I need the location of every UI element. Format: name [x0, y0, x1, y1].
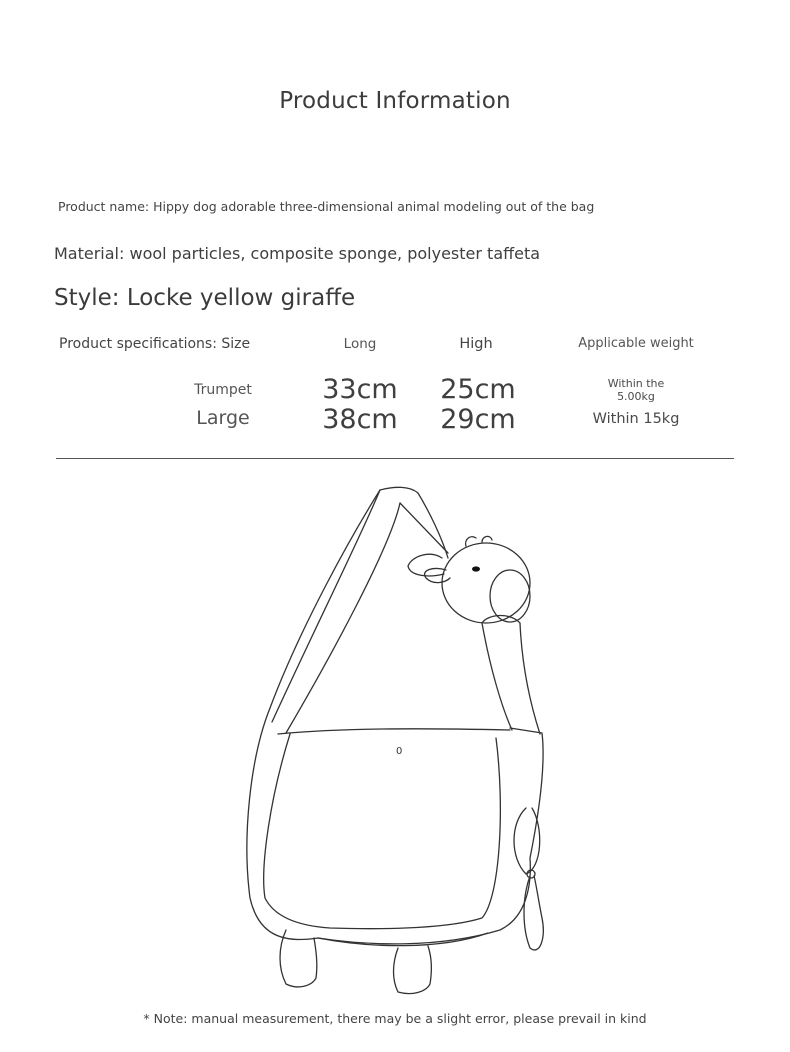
- high-value-trumpet: 25cm: [440, 374, 516, 405]
- material-text: Material: wool particles, composite sponge, polyester taffeta: [54, 244, 541, 263]
- size-name-large: Large: [196, 407, 250, 429]
- size-name-trumpet: Trumpet: [194, 382, 252, 398]
- header-high: High: [459, 336, 493, 352]
- style-text: Style: Locke yellow giraffe: [54, 285, 356, 311]
- weight-value-trumpet: Within the 5.00kg: [607, 377, 665, 403]
- product-name: Product name: Hippy dog adorable three-dimensional animal modeling out of the bag: [58, 199, 595, 214]
- weight-value-large: Within 15kg: [592, 411, 680, 427]
- zipper-mark: 0: [396, 746, 403, 757]
- high-value-large: 29cm: [440, 404, 516, 435]
- giraffe-bag-icon: [220, 478, 560, 998]
- spec-label: Product specifications: Size: [59, 336, 251, 352]
- measurement-note: * Note: manual measurement, there may be a slight error, please prevail in kind: [143, 1011, 647, 1026]
- long-value-trumpet: 33cm: [322, 374, 398, 405]
- header-weight: Applicable weight: [578, 336, 694, 351]
- page-title: Product Information: [279, 88, 511, 114]
- long-value-large: 38cm: [322, 404, 398, 435]
- header-long: Long: [343, 336, 377, 352]
- divider: [56, 458, 734, 459]
